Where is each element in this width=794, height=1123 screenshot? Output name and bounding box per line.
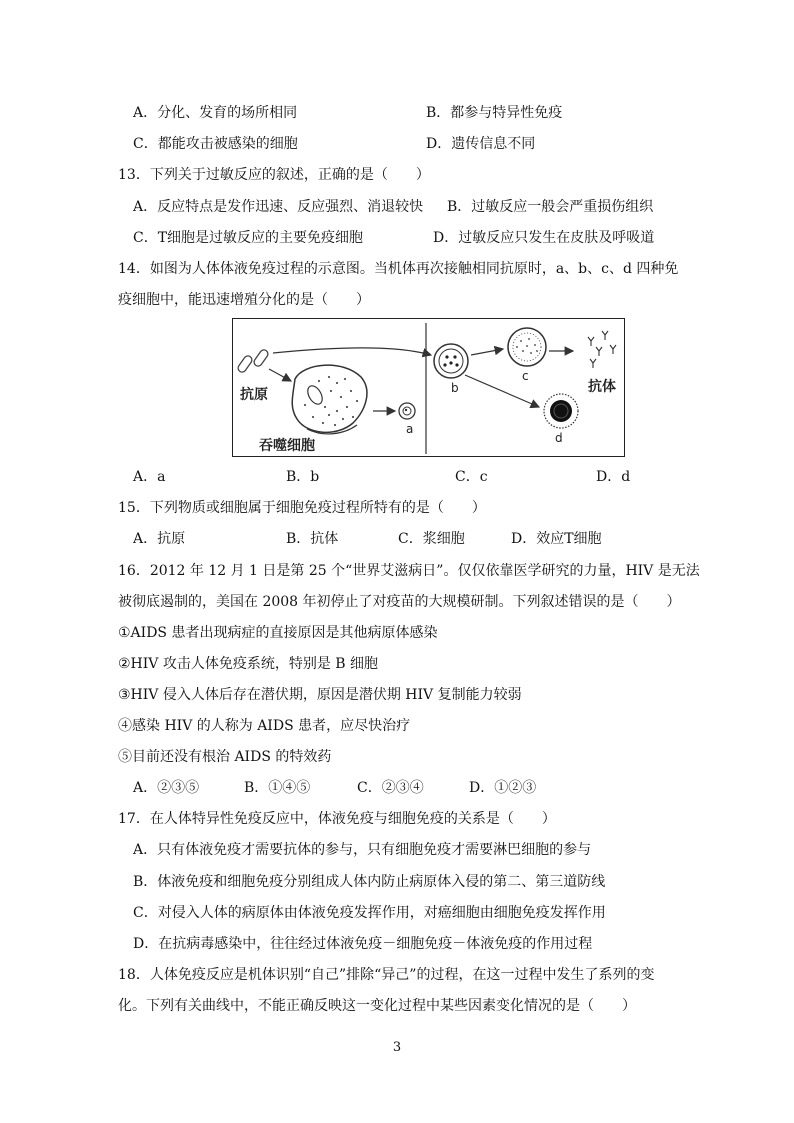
antibody-label: 抗体	[588, 379, 616, 395]
q15-option-b: B．抗体	[286, 531, 339, 547]
q16-option-c: C．②③④	[357, 780, 424, 796]
cell-c-label: c	[522, 369, 529, 383]
q16-item-4: ④感染 HIV 的人称为 AIDS 患者，应尽快治疗	[118, 718, 411, 734]
humoral-immunity-figure	[232, 318, 625, 457]
arrow-antigen-to-phagocyte	[269, 369, 291, 381]
phagocyte-label: 吞噬细胞	[259, 438, 315, 454]
q12-option-b: B．都参与特异性免疫	[426, 105, 563, 121]
antigen-rods	[237, 348, 270, 373]
q18-stem-line1: 18．人体免疫反应是机体识别“自己”排除“异己”的过程，在这一过程中发生了系列的变	[118, 967, 655, 983]
q15-stem: 15．下列物质或细胞属于细胞免疫过程所特有的是（ ）	[118, 500, 486, 516]
cell-a-label: a	[406, 422, 414, 436]
q14-option-d: D．d	[596, 469, 631, 485]
cell-b	[434, 344, 468, 378]
q17-option-b: B．体液免疫和细胞免疫分别组成人体内防止病原体入侵的第二、第三道防线	[133, 874, 606, 890]
page-number: 3	[392, 1040, 402, 1055]
cell-c	[508, 328, 546, 366]
antibody-shapes	[588, 331, 616, 368]
q15-option-a: A．抗原	[133, 531, 186, 547]
q18-stem-line2: 化。下列有关曲线中，不能正确反映这一变化过程中某些因素变化情况的是（ ）	[118, 998, 636, 1014]
q16-item-5: ⑤目前还没有根治 AIDS 的特效药	[118, 749, 332, 765]
q16-item-3: ③HIV 侵入人体后存在潜伏期，原因是潜伏期 HIV 复制能力较弱	[118, 687, 522, 703]
phagocyte-cell	[292, 365, 367, 434]
q14-stem-line2: 疫细胞中，能迅速增殖分化的是（ ）	[118, 292, 370, 308]
q16-stem-line1: 16．2012 年 12 月 1 日是第 25 个“世界艾滋病日”。仅仅依靠医学研究的力量，HIV 是无法	[118, 563, 700, 579]
cell-b-label: b	[451, 381, 459, 395]
q17-option-a: A．只有体液免疫才需要抗体的参与，只有细胞免疫才需要淋巴细胞的参与	[133, 842, 592, 858]
q14-stem-line1: 14．如图为人体体液免疫过程的示意图。当机体再次接触相同抗原时，a、b、c、d 四种免	[118, 261, 679, 277]
q16-item-1: ①AIDS 患者出现病症的直接原因是其他病原体感染	[118, 625, 438, 641]
q15-option-c: C．浆细胞	[398, 531, 465, 547]
q17-stem: 17．在人体特异性免疫反应中，体液免疫与细胞免疫的关系是（ ）	[118, 811, 556, 827]
arrow-antigen-to-b	[273, 348, 431, 355]
q14-option-a: A．a	[133, 469, 166, 485]
q13-option-c: C．T细胞是过敏反应的主要免疫细胞	[133, 230, 364, 246]
q17-option-c: C．对侵入人体的病原体由体液免疫发挥作用，对癌细胞由细胞免疫发挥作用	[133, 905, 606, 921]
q15-option-d: D．效应T细胞	[511, 531, 602, 547]
q13-option-b: B．过敏反应一般会严重损伤组织	[447, 199, 654, 215]
cell-d	[544, 394, 578, 428]
q13-option-d: D．过敏反应只发生在皮肤及呼吸道	[433, 230, 655, 246]
cell-a	[399, 403, 415, 419]
q14-option-c: C．c	[455, 469, 488, 485]
q16-option-a: A．②③⑤	[133, 780, 200, 796]
q12-option-c: C．都能攻击被感染的细胞	[133, 136, 298, 152]
q16-option-d: D．①②③	[469, 780, 537, 796]
arrow-b-to-c	[471, 349, 503, 355]
q13-stem: 13．下列关于过敏反应的叙述，正确的是（ ）	[118, 167, 430, 183]
q16-item-2: ②HIV 攻击人体免疫系统，特别是 B 细胞	[118, 656, 379, 672]
q16-option-b: B．①④⑤	[244, 780, 311, 796]
q12-option-a: A．分化、发育的场所相同	[133, 105, 298, 121]
cell-d-label: d	[555, 431, 563, 445]
q13-option-a: A．反应特点是发作迅速、反应强烈、消退较快	[133, 199, 424, 215]
q12-option-d: D．遗传信息不同	[426, 136, 536, 152]
q16-stem-line2: 被彻底遏制的，美国在 2008 年初停止了对疫苗的大规模研制。下列叙述错误的是（ ）	[118, 594, 681, 610]
q14-option-b: B．b	[286, 469, 320, 485]
antigen-label: 抗原	[240, 387, 268, 403]
q17-option-d: D．在抗病毒感染中，往往经过体液免疫－细胞免疫－体液免疫的作用过程	[133, 936, 593, 952]
